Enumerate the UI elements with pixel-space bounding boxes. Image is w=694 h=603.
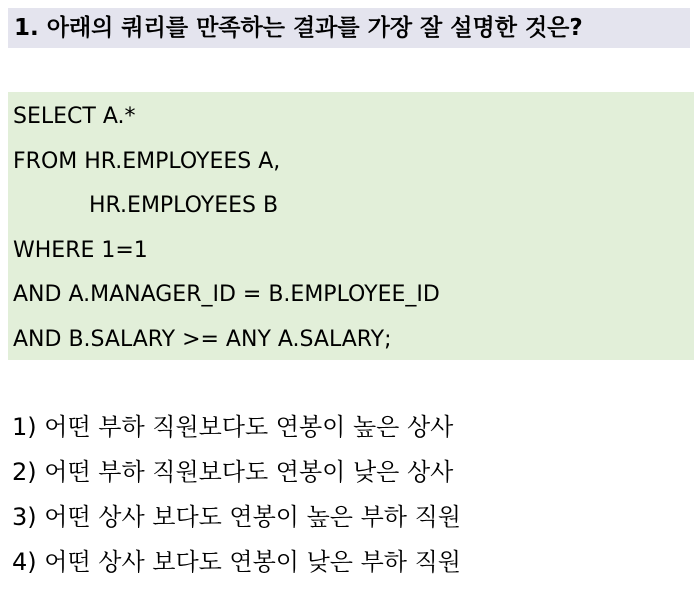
answer-option-3[interactable]: 3) 어떤 상사 보다도 연봉이 높은 부하 직원 — [12, 503, 461, 531]
code-line-select: SELECT A.* — [13, 104, 136, 129]
answer-option-4[interactable]: 4) 어떤 상사 보다도 연봉이 낮은 부하 직원 — [12, 548, 461, 576]
code-line-from: FROM HR.EMPLOYEES A, — [13, 148, 281, 174]
sql-code-block — [8, 92, 694, 360]
code-line-where: WHERE 1=1 — [13, 237, 148, 263]
code-line-from-second-table: HR.EMPLOYEES B — [89, 193, 279, 218]
answer-option-2[interactable]: 2) 어떤 부하 직원보다도 연봉이 낮은 상사 — [12, 458, 454, 486]
question-title: 1. 아래의 쿼리를 만족하는 결과를 가장 잘 설명한 것은? — [8, 8, 690, 48]
code-line-and-manager: AND A.MANAGER_ID = B.EMPLOYEE_ID — [13, 282, 440, 307]
code-line-and-salary: AND B.SALARY >= ANY A.SALARY; — [13, 326, 392, 352]
answer-options — [12, 405, 682, 585]
answer-option-1[interactable]: 1) 어떤 부하 직원보다도 연봉이 높은 상사 — [12, 413, 454, 441]
